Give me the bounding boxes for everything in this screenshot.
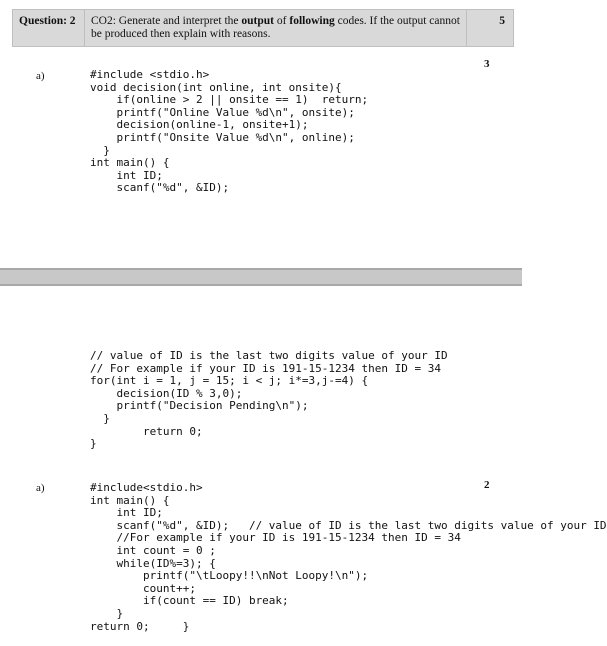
question-marks: 5 — [499, 15, 505, 27]
code-block-part1-continued — [90, 350, 448, 451]
subquestion-label: a) — [36, 482, 45, 494]
code-line: int main() { — [90, 156, 170, 170]
code-line: #include <stdio.h> — [90, 68, 210, 81]
exam-page-bottom — [0, 286, 607, 646]
code-block-part2 — [90, 482, 607, 633]
prompt-part: of — [274, 15, 290, 27]
header-divider — [84, 9, 85, 47]
code-line: return 0; — [90, 424, 203, 438]
question-label: Question: 2 — [19, 15, 76, 27]
code-line: printf("Online Value %d\n", onsite); — [90, 105, 355, 119]
code-line: } — [90, 437, 97, 451]
code-line: } — [90, 606, 124, 620]
code-line: int ID; — [90, 506, 163, 520]
code-line: decision(ID % 3,0); — [90, 386, 243, 400]
subquestion-marks: 2 — [484, 479, 490, 491]
code-line: count++; — [90, 581, 196, 595]
code-line: while(ID%=3); { — [90, 556, 216, 570]
code-line: } — [90, 411, 110, 425]
code-line: printf("\tLoopy!!\nNot Loopy!\n"); — [90, 569, 369, 583]
code-line: int ID; — [90, 168, 163, 182]
code-line: return 0; } — [90, 619, 190, 633]
code-line: if(count == ID) break; — [90, 594, 289, 608]
prompt-part: codes. If the output cannot be produced then explain with reasons. — [91, 15, 460, 40]
code-line: for(int i = 1, j = 15; i < j; i*=3,j-=4) { — [90, 374, 369, 388]
question-prompt — [91, 15, 461, 41]
prompt-bold-following: following — [289, 15, 335, 27]
question-header — [12, 9, 514, 47]
code-line: int main() { — [90, 493, 170, 507]
code-line: void decision(int online, int onsite){ — [90, 80, 342, 94]
code-line: int count = 0 ; — [90, 543, 216, 557]
subquestion-label: a) — [36, 70, 45, 82]
page-separator — [0, 268, 522, 286]
code-line: if(online > 2 || onsite == 1) return; — [90, 93, 369, 107]
code-line: //For example if your ID is 191-15-1234 then ID = 34 — [90, 531, 461, 545]
code-line: // For example if your ID is 191-15-1234 then ID = 34 — [90, 361, 441, 375]
code-line: printf("Onsite Value %d\n", online); — [90, 130, 355, 144]
code-line: } — [90, 143, 110, 157]
code-line: #include<stdio.h> — [90, 481, 203, 494]
code-line: scanf("%d", &ID); // value of ID is the last two digits value of your ID — [90, 518, 607, 532]
header-divider — [466, 9, 467, 47]
exam-page-top — [0, 0, 522, 268]
code-line: decision(online-1, onsite+1); — [90, 118, 309, 132]
code-line: scanf("%d", &ID); — [90, 181, 230, 195]
prompt-part: CO2: Generate and interpret the — [91, 15, 242, 27]
prompt-bold-output: output — [241, 15, 275, 27]
subquestion-marks: 3 — [484, 58, 490, 70]
code-block-part1 — [90, 69, 368, 195]
code-line: printf("Decision Pending\n"); — [90, 399, 309, 413]
code-line: // value of ID is the last two digits value of your ID — [90, 349, 448, 362]
